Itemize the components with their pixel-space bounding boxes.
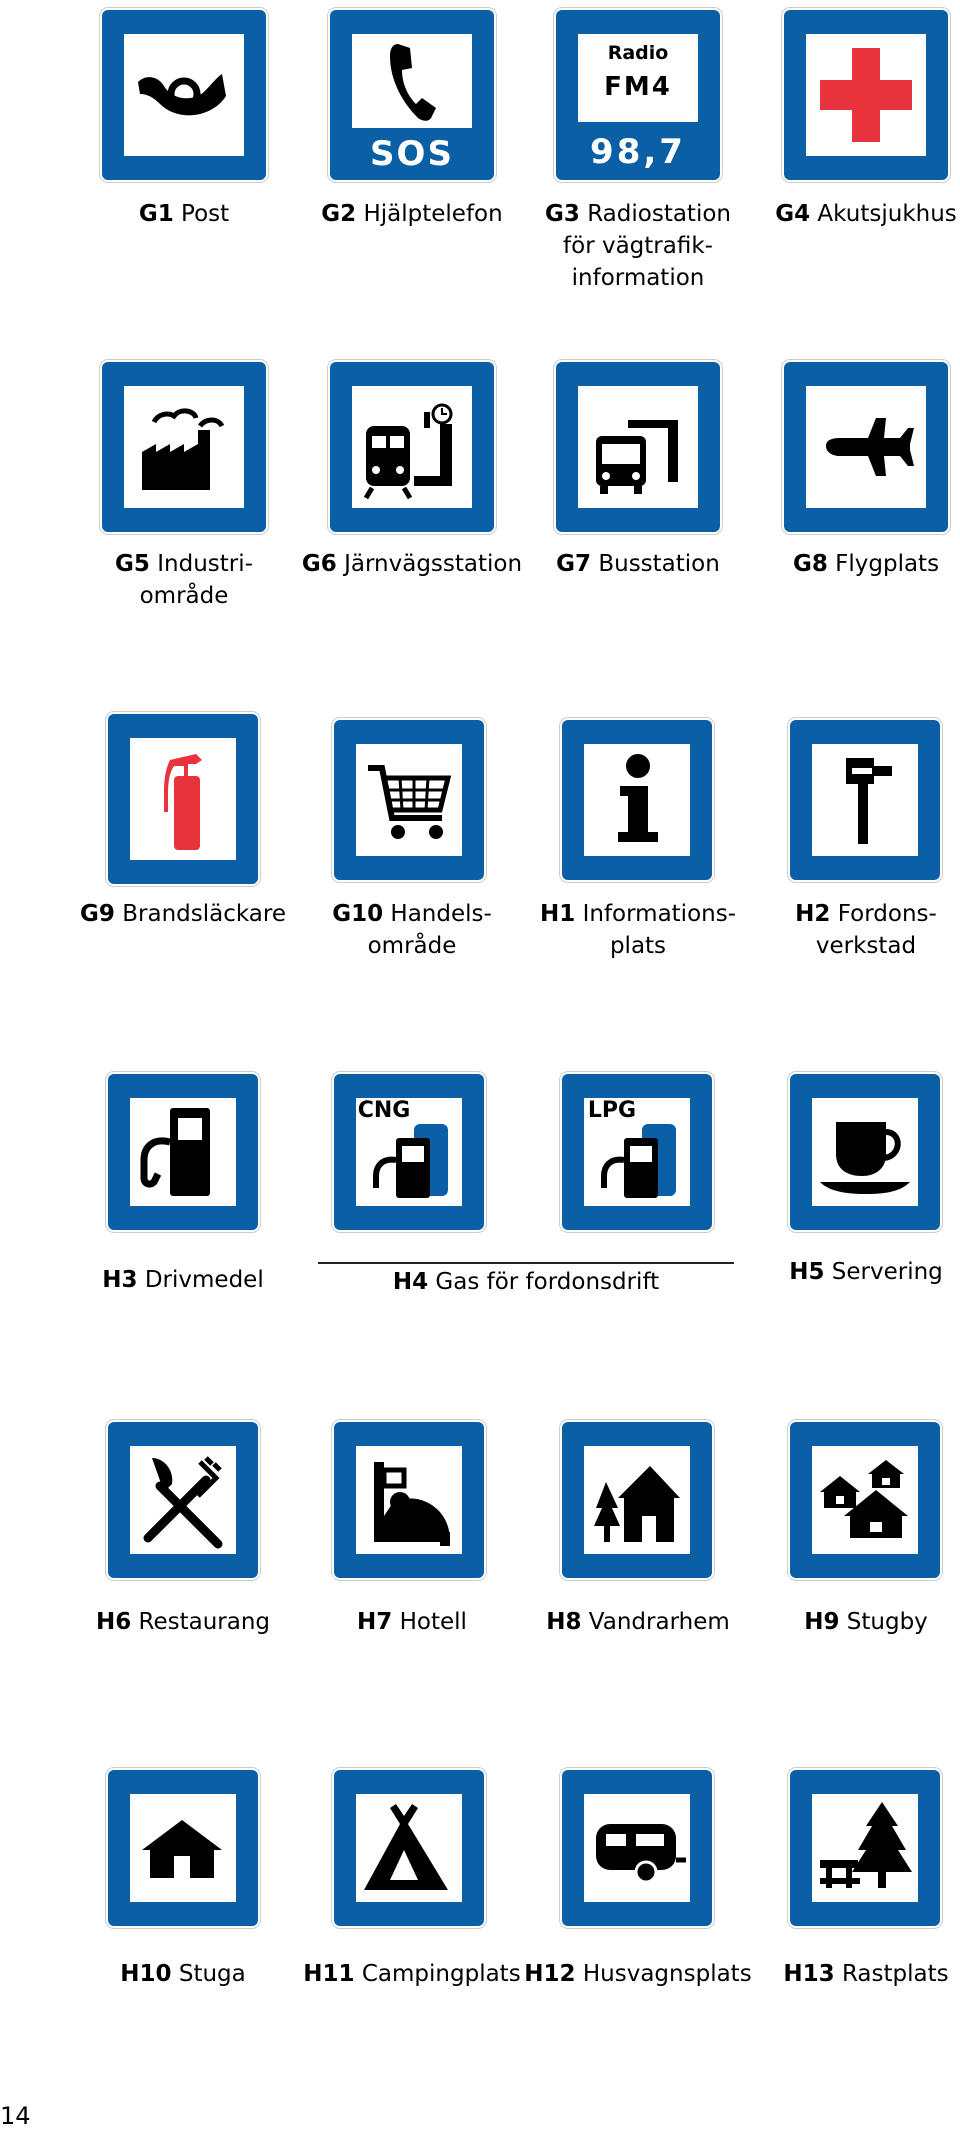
wrench-icon [812, 744, 918, 856]
gas-pump-icon [356, 1098, 462, 1206]
caption-line-2: för vägtrafik- [563, 233, 713, 259]
gas-pump-icon [584, 1098, 690, 1206]
caption-h10 [68, 1958, 298, 1990]
sign-h12-field [584, 1794, 690, 1902]
sign-h7-field [356, 1446, 462, 1554]
caption-line-1 [523, 898, 753, 930]
bus-icon [578, 386, 698, 508]
sign-code: G7 [556, 551, 592, 577]
sign-g4-field [806, 34, 926, 156]
sign-code: H13 [783, 1961, 835, 1987]
red-cross-icon [806, 34, 926, 156]
sign-code: H7 [357, 1609, 393, 1635]
sign-g2 [330, 10, 494, 180]
info-icon [584, 744, 690, 856]
caption-h6 [68, 1606, 298, 1638]
sign-h4-cng [334, 1074, 484, 1230]
sign-code: H6 [95, 1609, 132, 1635]
sign-name: Husvagnsplats [582, 1961, 752, 1987]
sign-name: Rastplats [841, 1961, 949, 1987]
sign-code: H2 [795, 901, 831, 927]
sign-code: G5 [115, 551, 150, 577]
sign-name: Flygplats [835, 551, 940, 577]
tent-icon [356, 1794, 462, 1902]
caption-g3 [523, 198, 753, 294]
caption-line-1 [523, 198, 753, 230]
sign-h2-field [812, 744, 918, 856]
sign-h12 [562, 1770, 712, 1926]
caption-h11 [297, 1958, 527, 1990]
sign-name: Post [181, 201, 230, 227]
cabin-icon [130, 1794, 236, 1902]
caption-g1 [69, 198, 299, 230]
caption-line-2: verkstad [815, 933, 917, 959]
sign-h1-field [584, 744, 690, 856]
sign-name: Radiostation [587, 201, 731, 227]
sign-name: Vandrarhem [588, 1609, 730, 1635]
sign-g7 [556, 362, 720, 532]
sign-h2 [790, 720, 940, 880]
airplane-icon [806, 386, 926, 508]
sign-code: G4 [775, 201, 811, 227]
caption-line-2: område [367, 933, 457, 959]
caption-h1 [523, 898, 753, 962]
sign-name: Hotell [399, 1609, 467, 1635]
sign-g3 [556, 10, 720, 180]
lpg-label: LPG [587, 1098, 637, 1123]
train-icon [352, 386, 472, 508]
sign-code: H9 [804, 1609, 840, 1635]
sign-h1 [562, 720, 712, 880]
sign-g6-field [352, 386, 472, 508]
fire-extinguisher-icon [130, 738, 236, 860]
sign-name: Restaurang [138, 1609, 271, 1635]
sign-h4-lpg [562, 1074, 712, 1230]
frequency-label: 98,7 [590, 132, 686, 172]
sign-h10 [108, 1770, 258, 1926]
sign-h10-field [130, 1794, 236, 1902]
sign-name: Gas för fordonsdrift [435, 1269, 660, 1295]
sign-code: G9 [80, 901, 115, 927]
caption-line-2: plats [609, 933, 667, 959]
sign-code: G2 [321, 201, 357, 227]
cabins-icon [812, 1446, 918, 1554]
caption-h8 [523, 1606, 753, 1638]
sign-g2-field [352, 34, 472, 128]
sign-h5 [790, 1074, 940, 1230]
caption-h3 [68, 1264, 298, 1296]
sign-g5 [102, 362, 266, 532]
caravan-icon [584, 1794, 690, 1902]
sign-code: H8 [546, 1609, 582, 1635]
sign-name: Industri- [157, 551, 253, 577]
sign-g1-field [124, 34, 244, 156]
caption-line-1 [69, 548, 299, 580]
sign-code: H11 [303, 1961, 355, 1987]
caption-g5 [69, 548, 299, 612]
caption-g6 [297, 548, 527, 580]
caption-h12 [523, 1958, 753, 1990]
cng-label: CNG [357, 1098, 411, 1123]
caption-h4 [376, 1266, 676, 1298]
sign-name: Busstation [598, 551, 720, 577]
caption-g4 [751, 198, 960, 230]
sign-code: G6 [301, 551, 337, 577]
sign-g9-field [130, 738, 236, 860]
caption-g2 [297, 198, 527, 230]
sign-h4-lpg-field [584, 1098, 690, 1206]
sign-h13 [790, 1770, 940, 1926]
caption-h5 [751, 1256, 960, 1288]
sign-h4-cng-field [356, 1098, 462, 1206]
sign-h3-field [130, 1098, 236, 1206]
sign-h11 [334, 1770, 484, 1926]
caption-g8 [751, 548, 960, 580]
sign-name: Stuga [178, 1961, 246, 1987]
caption-h7 [297, 1606, 527, 1638]
sign-code: H5 [789, 1259, 825, 1285]
sign-g8-field [806, 386, 926, 508]
bed-icon [356, 1446, 462, 1554]
sign-g10 [334, 720, 484, 880]
sign-h7 [334, 1422, 484, 1578]
sos-label: SOS [370, 134, 454, 174]
fuel-pump-icon [130, 1098, 236, 1206]
sign-name: Servering [831, 1259, 943, 1285]
sign-name: Akutsjukhus [817, 201, 957, 227]
sign-h11-field [356, 1794, 462, 1902]
caption-line-1 [297, 898, 527, 930]
sign-g5-field [124, 386, 244, 508]
sign-g7-field [578, 386, 698, 508]
caption-line-1 [751, 898, 960, 930]
sign-name: Stugby [846, 1609, 928, 1635]
sign-code: H4 [392, 1269, 429, 1295]
sign-code: G10 [332, 901, 384, 927]
sign-code: G8 [792, 551, 828, 577]
sign-name: Fordons- [837, 901, 937, 927]
caption-g7 [523, 548, 753, 580]
sign-code: G3 [545, 201, 580, 227]
sign-code: H10 [120, 1961, 172, 1987]
sign-h8 [562, 1422, 712, 1578]
caption-h2 [751, 898, 960, 962]
sign-name: Järnvägsstation [344, 551, 523, 577]
sign-code: H3 [102, 1267, 138, 1293]
sign-code: H12 [524, 1961, 576, 1987]
page-number: 14 [0, 2102, 31, 2130]
sign-code: H1 [540, 901, 576, 927]
sign-g4 [784, 10, 948, 180]
sign-g3-field [578, 34, 698, 122]
post-horn-icon [124, 34, 244, 156]
telephone-icon [352, 34, 472, 128]
factory-icon [124, 386, 244, 508]
caption-h13 [751, 1958, 960, 1990]
sign-g10-field [356, 744, 462, 856]
sign-h9-field [812, 1446, 918, 1554]
sign-name: Hjälptelefon [363, 201, 503, 227]
sign-h5-field [812, 1098, 918, 1206]
caption-line-2: område [139, 583, 229, 609]
sign-h3 [108, 1074, 258, 1230]
sign-g9 [108, 714, 258, 884]
sign-h8-field [584, 1446, 690, 1554]
caption-h9 [751, 1606, 960, 1638]
station-label: FM4 [604, 72, 672, 102]
h4-group-rule [318, 1262, 734, 1264]
caption-line-3: information [571, 265, 705, 291]
sign-name: Informations- [582, 901, 736, 927]
sign-h13-field [812, 1794, 918, 1902]
sign-name: Handels- [390, 901, 492, 927]
sign-h9 [790, 1422, 940, 1578]
caption-g9 [68, 898, 298, 930]
sign-h6-field [130, 1446, 236, 1554]
caption-g10 [297, 898, 527, 962]
knife-fork-icon [130, 1446, 236, 1554]
sign-g6 [330, 362, 494, 532]
shopping-cart-icon [356, 744, 462, 856]
sign-h6 [108, 1422, 258, 1578]
sign-name: Drivmedel [144, 1267, 264, 1293]
sign-code: G1 [138, 201, 174, 227]
coffee-cup-icon [812, 1098, 918, 1206]
hostel-icon [584, 1446, 690, 1554]
sign-name: Brandsläckare [122, 901, 286, 927]
radio-label: Radio [607, 42, 669, 64]
sign-g8 [784, 362, 948, 532]
picnic-icon [812, 1794, 918, 1902]
sign-g1 [102, 10, 266, 180]
sign-name: Campingplats [361, 1961, 521, 1987]
